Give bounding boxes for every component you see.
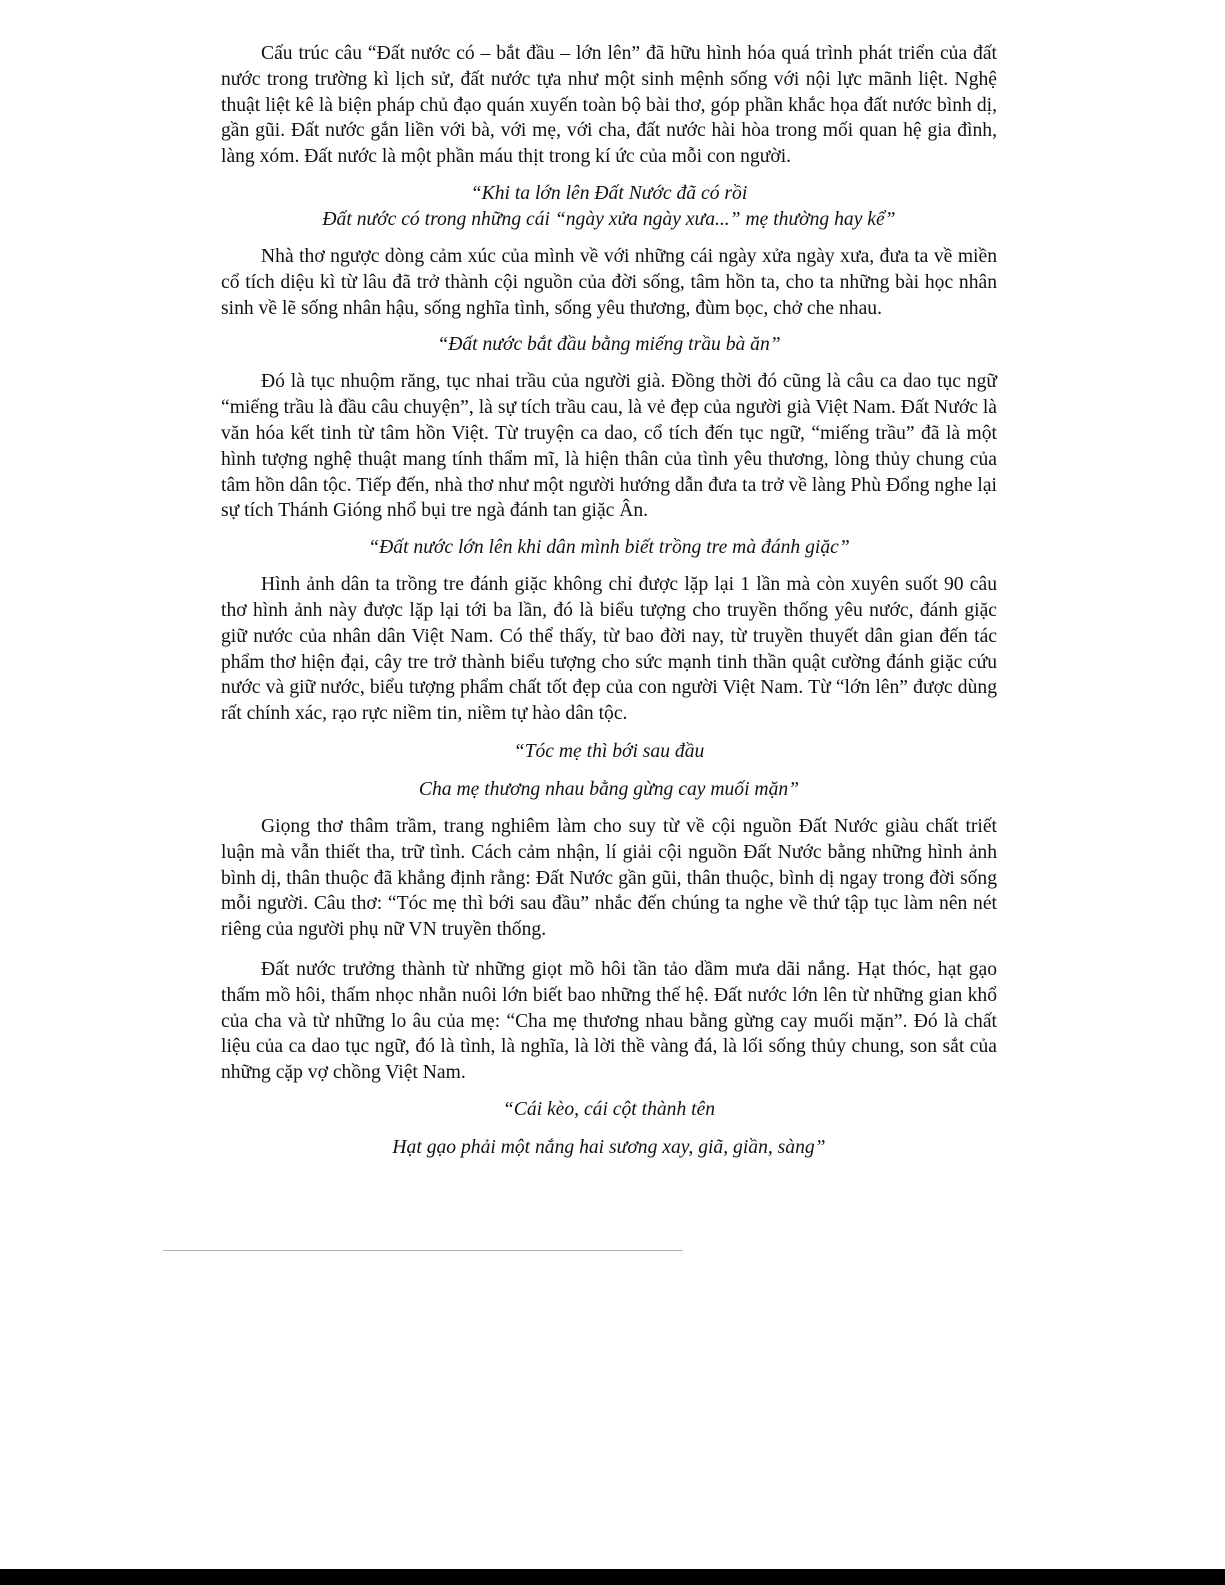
paragraph-4: Hình ảnh dân ta trồng tre đánh giặc không chỉ được lặp lại 1 lần mà còn xuyên suốt 90 câu thơ hình ảnh này được lặp lại tới ba lần, đó là biểu tượng cho truyền thống yêu nước, đánh giặc giữ nước của nhân dân Việt Nam. Có thể thấy, từ bao đời nay, từ truyền thuyết dân gian đến tác phẩm thơ hiện đại, cây tre trở thành biểu tượng cho sức mạnh tinh thần quật cường đánh giặc cứu nước và giữ nước, biểu tượng phẩm chất tốt đẹp của con người Việt Nam. Từ “lớn lên” được dùng rất chính xác, rạo rực niềm tin, niềm tự hào dân tộc. (221, 574, 997, 725)
footnote-divider (163, 1250, 683, 1251)
verse-1-line-1: “Khi ta lớn lên Đất Nước đã có rồi (470, 182, 748, 204)
verse-2: “Đất nước bắt đầu bằng miếng trầu bà ăn” (437, 334, 781, 356)
page-bottom-bar (0, 1569, 1225, 1585)
verse-5-line-2: Hạt gạo phải một nắng hai sương xay, giã, giần, sàng” (392, 1136, 826, 1158)
paragraph-6: Đất nước trưởng thành từ những giọt mồ hôi tần tảo dầm mưa dãi nắng. Hạt thóc, hạt gạo thấm mồ hôi, thấm nhọc nhằn nuôi lớn biết bao những thế hệ. Đất nước lớn lên từ những gian khổ của cha và từ những lo âu của mẹ: “Cha mẹ thương nhau bằng gừng cay muối mặn”. Đó là chất liệu của ca dao tục ngữ, đó là tình, là nghĩa, là lời thề vàng đá, là lối sống thủy chung, son sắt của những cặp vợ chồng Việt Nam. (221, 958, 997, 1084)
paragraph-5: Giọng thơ thâm trầm, trang nghiêm làm cho suy từ về cội nguồn Đất Nước giàu chất triết luận mà vẫn thiết tha, trữ tình. Cách cảm nhận, lí giải cội nguồn Đất Nước bằng những hình ảnh bình dị, thân thuộc đã khẳng định rằng: Đất Nước gần gũi, thân thuộc, bình dị ngay trong đời sống mỗi người. Câu thơ: “Tóc mẹ thì bới sau đầu” nhắc đến chúng ta nghe về thứ tập tục làm nên nét riêng của người phụ nữ VN truyền thống. (221, 815, 997, 941)
verse-1-line-2: Đất nước có trong những cái “ngày xửa ngày xưa...” mẹ thường hay kể” (322, 208, 896, 230)
paragraph-1: Cấu trúc câu “Đất nước có – bắt đầu – lớn lên” đã hữu hình hóa quá trình phát triển của đất nước trong trường kì lịch sử, đất nước tựa như một sinh mệnh sống với nội lực mãnh liệt. Nghệ thuật liệt kê là biện pháp chủ đạo quán xuyến toàn bộ bài thơ, góp phần khắc họa đất nước bình dị, gần gũi. Đất nước gắn liền với bà, với mẹ, với cha, đất nước hài hòa trong mối quan hệ gia đình, làng xóm. Đất nước là một phần máu thịt trong kí ức của mỗi con người. (221, 43, 997, 168)
verse-5-line-1: “Cái kèo, cái cột thành tên (502, 1098, 716, 1120)
verse-4-line-2: Cha mẹ thương nhau bằng gừng cay muối mặn” (418, 778, 800, 800)
verse-3: “Đất nước lớn lên khi dân mình biết trồng tre mà đánh giặc” (368, 537, 850, 559)
paragraph-2: Nhà thơ ngược dòng cảm xúc của mình về với những cái ngày xửa ngày xưa, đưa ta về miền cổ tích diệu kì từ lâu đã trở thành cội nguồn của đời sống, tâm hồn ta, cho ta những bài học nhân sinh về lẽ sống nhân hậu, sống nghĩa tình, sống yêu thương, đùm bọc, chở che nhau. (221, 245, 997, 319)
document-page (221, 41, 997, 1161)
paragraph-3: Đó là tục nhuộm răng, tục nhai trầu của người già. Đồng thời đó cũng là câu ca dao tục ngữ “miếng trầu là đầu câu chuyện”, là sự tích trầu cau, là vẻ đẹp của người già Việt Nam. Đất Nước là văn hóa kết tinh từ tâm hồn Việt. Từ truyện ca dao, cổ tích đến tục ngữ, “miếng trầu” đã là một hình tượng nghệ thuật mang tính thẩm mĩ, là hiện thân của tình yêu thương, lòng thủy chung của tâm hồn dân tộc. Tiếp đến, nhà thơ như một người hướng dẫn đưa ta trở về làng Phù Đổng nghe lại sự tích Thánh Gióng nhổ bụi tre ngà đánh tan giặc Ân. (221, 371, 997, 522)
verse-4-line-1: “Tóc mẹ thì bới sau đầu (513, 740, 705, 762)
